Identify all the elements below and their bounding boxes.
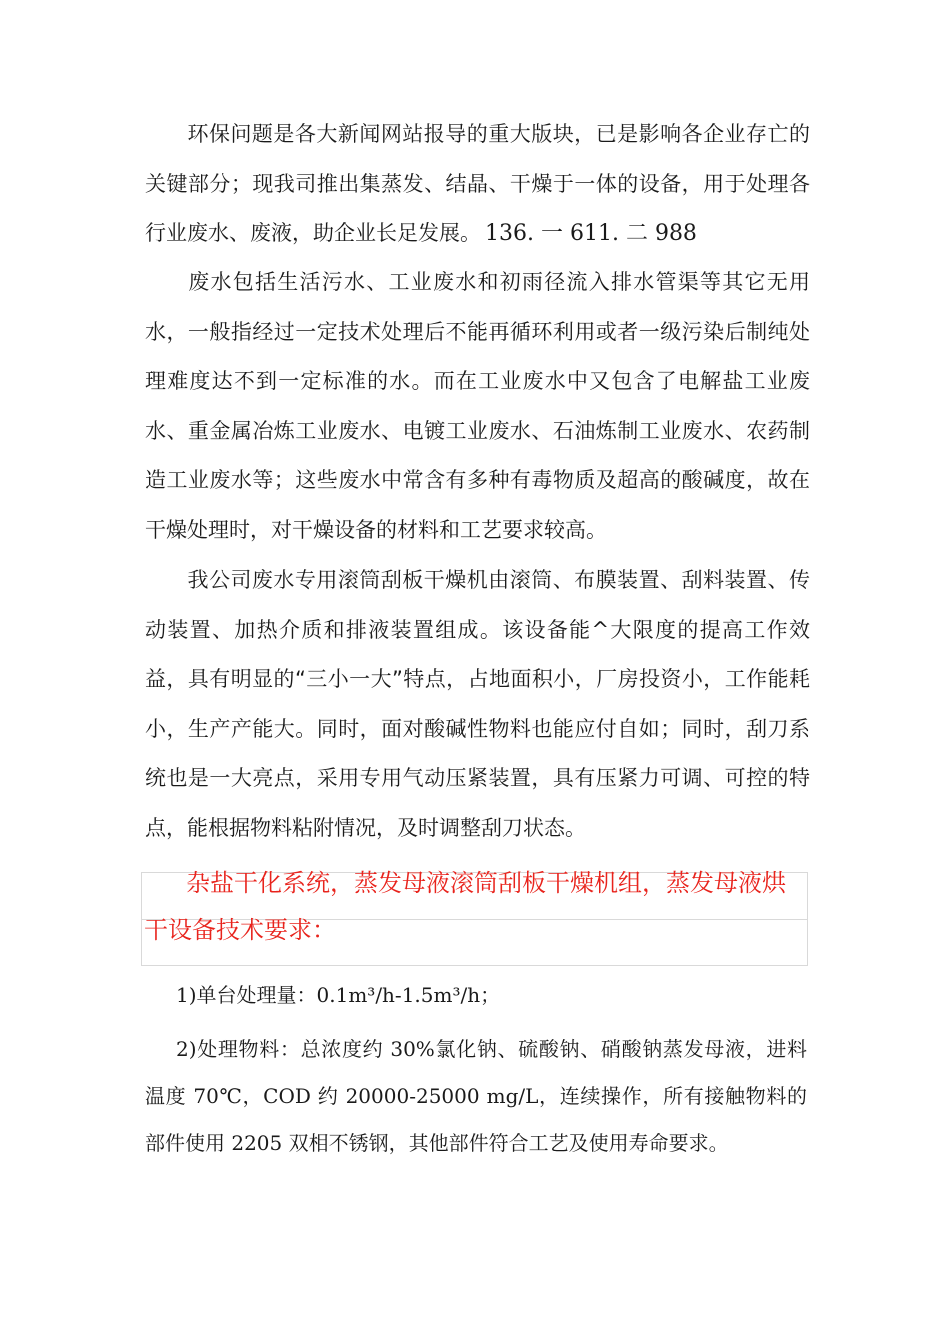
paragraph-intro-text: 环保问题是各大新闻网站报导的重大版块，已是影响各企业存亡的关键部分；现我司推出集蒸发、结晶、干燥于一体的设备，用于处理各行业废水、废液，助企业长足发展。 — [145, 122, 810, 245]
requirement-1 — [145, 972, 807, 1019]
requirement-2-text: 2)处理物料：总浓度约 30%氯化钠、硫酸钠、硝酸钠蒸发母液，进料温度 70℃，COD 约 20000-25000 mg/L，连续操作，所有接触物料的部件使用 2205 双相不锈钢，其他部件符合工艺及使用寿命要求。 — [145, 1037, 807, 1155]
section-heading — [144, 860, 808, 954]
paragraph-equipment-text: 我公司废水专用滚筒刮板干燥机由滚筒、布膜装置、刮料装置、传动装置、加热介质和排液装置组成。该设备能^大限度的提高工作效益，具有明显的“三小一大”特点，占地面积小，厂房投资小，工作能耗小，生产产能大。同时，面对酸碱性物料也能应付自如；同时，刮刀系统也是一大亮点，采用专用气动压紧装置，具有压紧力可调、可控的特点，能根据物料粘附情况，及时调整刮刀状态。 — [145, 568, 810, 840]
requirement-1-text: 1)单台处理量：0.1m³/h-1.5m³/h； — [176, 983, 501, 1007]
section-heading-text: 杂盐干化系统，蒸发母液滚筒刮板干燥机组，蒸发母液烘干设备技术要求： — [144, 869, 786, 944]
requirement-2 — [145, 1026, 807, 1167]
phone-number: 136. 一 611. 二 988 — [485, 221, 697, 246]
paragraph-wastewater — [145, 258, 810, 555]
paragraph-wastewater-text: 废水包括生活污水、工业废水和初雨径流入排水管渠等其它无用水，一般指经过一定技术处理后不能再循环利用或者一级污染后制纯处理难度达不到一定标准的水。而在工业废水中又包含了电解盐工业废水、重金属冶炼工业废水、电镀工业废水、石油炼制工业废水、农药制造工业废水等；这些废水中常含有多种有毒物质及超高的酸碱度，故在干燥处理时，对干燥设备的材料和工艺要求较高。 — [145, 270, 810, 542]
paragraph-equipment — [145, 556, 810, 853]
paragraph-intro — [145, 110, 810, 259]
